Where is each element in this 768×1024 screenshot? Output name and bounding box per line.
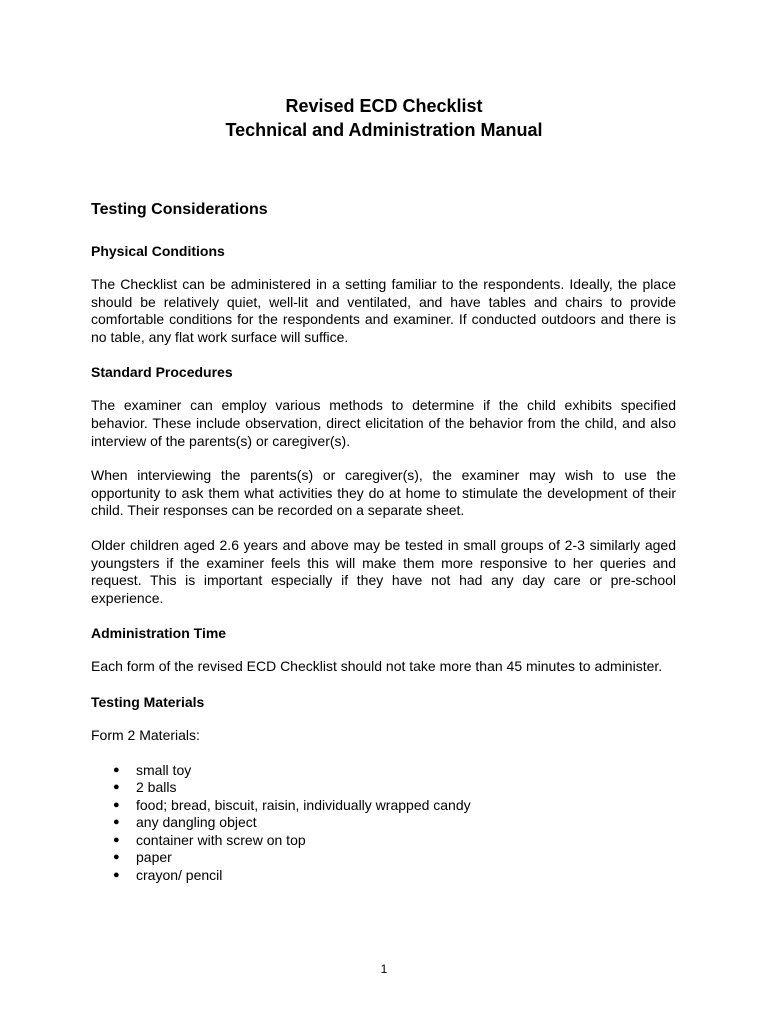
paragraph-standard-procedures-1: The examiner can employ various methods to determine if the child exhibits specified behavior. These include observation, direct elicitation of the behavior from the child, and also interview of the parents(s) or caregiver(s). <box>91 397 676 449</box>
paragraph-standard-procedures-2: When interviewing the parents(s) or caregiver(s), the examiner may wish to use the opportunity to ask them what activities they do at home to stimulate the development of their child. Their responses can be recorded on a separate sheet. <box>91 467 676 519</box>
heading-testing-materials: Testing Materials <box>91 693 205 710</box>
page-number: 1 <box>380 962 388 976</box>
list-item-text: small toy <box>136 761 192 778</box>
list-item <box>91 814 676 832</box>
title-line-1: Revised ECD Checklist <box>285 96 483 116</box>
materials-list <box>91 762 676 885</box>
section-heading-testing-considerations: Testing Considerations <box>91 201 268 218</box>
list-item <box>91 832 676 850</box>
bullet-icon: ● <box>113 781 120 794</box>
bullet-icon: ● <box>113 851 120 864</box>
list-item-text: container with screw on top <box>136 831 306 848</box>
list-item-text: 2 balls <box>136 779 177 796</box>
list-item-text: crayon/ pencil <box>136 867 223 884</box>
bullet-icon: ● <box>113 798 120 811</box>
list-item-text: any dangling object <box>136 814 257 831</box>
bullet-icon: ● <box>113 816 120 829</box>
title-line-2: Technical and Administration Manual <box>225 120 543 140</box>
paragraph-physical-conditions: The Checklist can be administered in a setting familiar to the respondents. Ideally, the place should be relatively quiet, well-lit and ventilated, and have tables and chairs to provide comfortable conditions for the respondents and examiner. If conducted outdoors and there is no table, any flat work surface will suffice. <box>91 276 676 345</box>
list-item-text: paper <box>136 849 172 866</box>
paragraph-administration-time: Each form of the revised ECD Checklist should not take more than 45 minutes to administer. <box>91 658 663 675</box>
list-item-text: food; bread, biscuit, raisin, individually wrapped candy <box>136 796 471 813</box>
document-title <box>0 94 768 142</box>
heading-standard-procedures: Standard Procedures <box>91 364 233 381</box>
list-item <box>91 779 676 797</box>
list-item <box>91 797 676 815</box>
list-item <box>91 849 676 867</box>
bullet-icon: ● <box>113 869 120 882</box>
list-item <box>91 762 676 780</box>
bullet-icon: ● <box>113 763 120 776</box>
bullet-icon: ● <box>113 833 120 846</box>
paragraph-standard-procedures-3: Older children aged 2.6 years and above may be tested in small groups of 2-3 similarly aged youngsters if the examiner feels this will make them more responsive to her queries and request. This is important especially if they have not had any day care or pre-school experience. <box>91 536 676 606</box>
document-body <box>91 200 676 885</box>
heading-administration-time: Administration Time <box>91 625 227 642</box>
list-item <box>91 867 676 885</box>
materials-intro: Form 2 Materials: <box>91 726 200 743</box>
heading-physical-conditions: Physical Conditions <box>91 243 225 259</box>
